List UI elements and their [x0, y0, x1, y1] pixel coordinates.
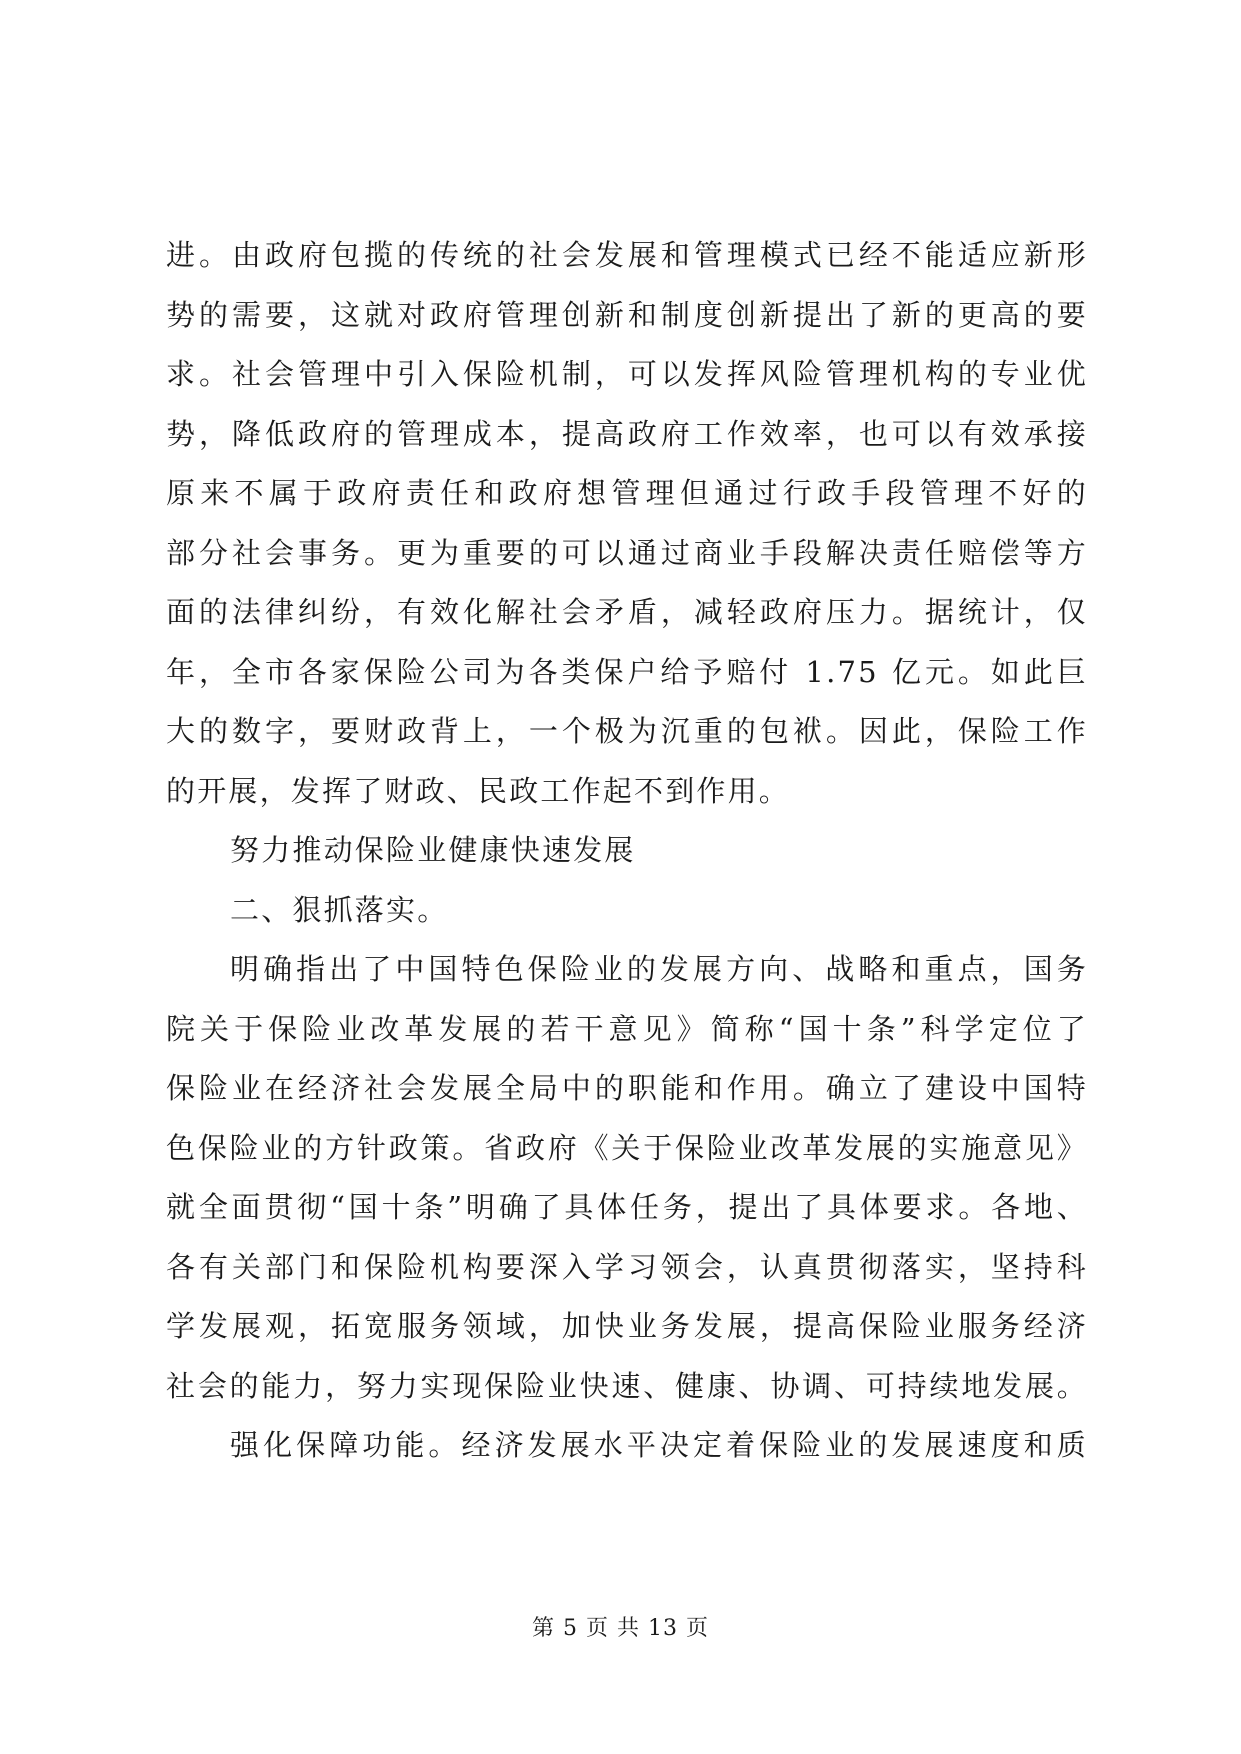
text-line: 势，降低政府的管理成本，提高政府工作效率，也可以有效承接 [166, 416, 1088, 451]
text-line: 就全面贯彻“国十条”明确了具体任务，提出了具体要求。各地、 [166, 1190, 1088, 1224]
text-line: 的开展，发挥了财政、民政工作起不到作用。 [166, 773, 791, 808]
text-line: 社会的能力，努力实现保险业快速、健康、协调、可持续地发展。 [166, 1368, 1088, 1403]
text-line: 保险业在经济社会发展全局中的职能和作用。确立了建设中国特 [166, 1071, 1088, 1105]
text-line: 各有关部门和保险机构要深入学习领会，认真贯彻落实，坚持科 [166, 1249, 1088, 1284]
body-text [166, 226, 1088, 1476]
text-line: 努力推动保险业健康快速发展 [230, 833, 636, 867]
text-line: 大的数字，要财政背上，一个极为沉重的包袱。因此，保险工作 [166, 714, 1088, 748]
text-line: 势的需要，这就对政府管理创新和制度创新提出了新的更高的要 [166, 297, 1088, 332]
text-line: 求。社会管理中引入保险机制，可以发挥风险管理机构的专业优 [166, 357, 1088, 391]
text-line: 原来不属于政府责任和政府想管理但通过行政手段管理不好的 [166, 476, 1088, 510]
text-line: 进。由政府包揽的传统的社会发展和管理模式已经不能适应新形 [166, 238, 1088, 272]
text-line: 部分社会事务。更为重要的可以通过商业手段解决责任赔偿等方 [166, 535, 1088, 570]
text-line: 学发展观，拓宽服务领域，加快业务发展，提高保险业服务经济 [166, 1309, 1088, 1343]
text-line: 面的法律纠纷，有效化解社会矛盾，减轻政府压力。据统计，仅 [166, 595, 1088, 629]
page-number-footer: 第 5 页 共 13 页 [532, 1616, 709, 1641]
text-line: 色保险业的方针政策。省政府《关于保险业改革发展的实施意见》 [166, 1130, 1088, 1165]
text-line: 院关于保险业改革发展的若干意见》简称“国十条”科学定位了 [166, 1011, 1088, 1046]
text-line: 强化保障功能。经济发展水平决定着保险业的发展速度和质 [230, 1428, 1088, 1462]
text-line: 二、狠抓落实。 [230, 892, 449, 927]
text-line: 明确指出了中国特色保险业的发展方向、战略和重点，国务 [230, 952, 1088, 986]
text-line: 年，全市各家保险公司为各类保户给予赔付 1.75 亿元。如此巨 [166, 654, 1088, 689]
